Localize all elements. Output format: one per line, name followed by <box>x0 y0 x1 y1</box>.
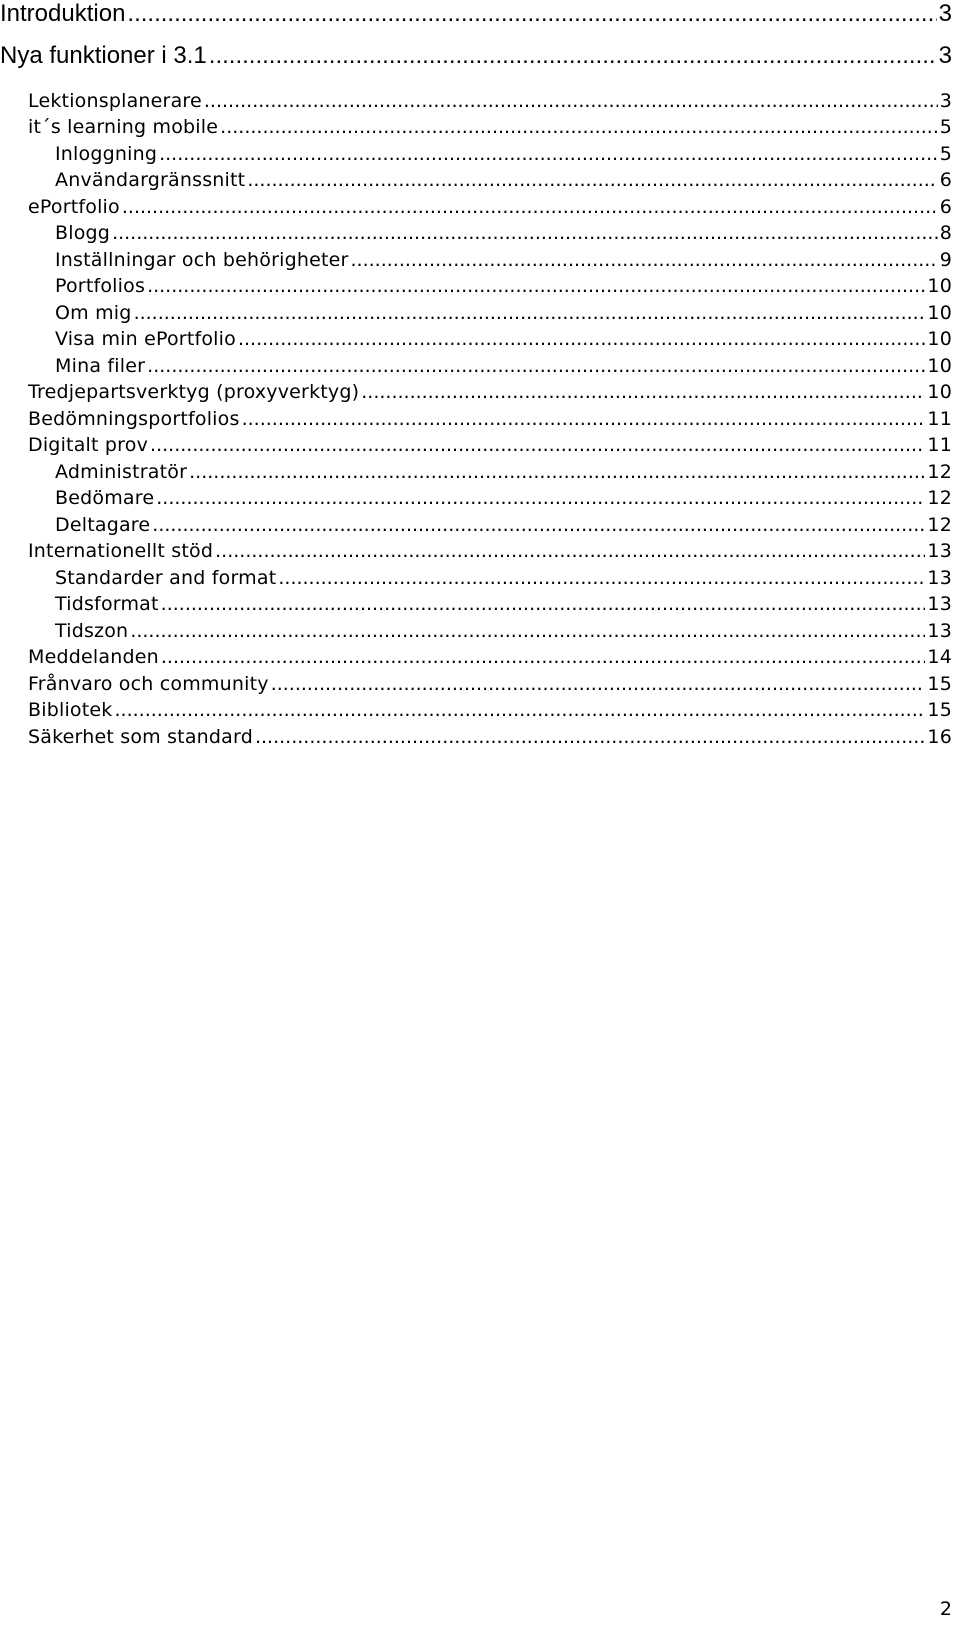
toc-entry-page: 10 <box>927 328 952 350</box>
toc-entry-page: 15 <box>927 699 952 721</box>
toc-entry-page: 12 <box>927 487 952 509</box>
toc-entry-title: Administratör <box>55 461 188 483</box>
dot-leader <box>215 540 925 562</box>
dot-leader <box>351 249 938 271</box>
toc-entry-title: Säkerhet som standard <box>28 726 253 748</box>
toc-entry-title: Introduktion <box>0 0 126 27</box>
dot-leader <box>159 143 938 165</box>
toc-entry-page: 3 <box>938 42 952 69</box>
dot-leader <box>189 461 925 483</box>
toc-entry[interactable] <box>55 328 952 350</box>
toc-entry-page: 5 <box>939 143 952 165</box>
toc-entry-page: 13 <box>927 593 952 615</box>
dot-leader <box>242 408 926 430</box>
toc-entry-title: Standarder and format <box>55 567 277 589</box>
toc-entry-title: Tredjepartsverktyg (proxyverktyg) <box>28 381 360 403</box>
toc-entry-title: Nya funktioner i 3.1 <box>0 42 207 69</box>
toc-entry[interactable] <box>28 540 952 562</box>
toc-entry-title: Användargränssnitt <box>55 169 246 191</box>
toc-entry-page: 10 <box>927 355 952 377</box>
toc-entry-page: 13 <box>927 540 952 562</box>
toc-entry-title: Blogg <box>55 222 111 244</box>
toc-entry-title: Mina filer <box>55 355 146 377</box>
toc-entry-title: Tidszon <box>55 620 129 642</box>
toc-entry-page: 3 <box>938 0 952 27</box>
toc-entry[interactable] <box>55 461 952 483</box>
toc-entry-title: Inställningar och behörigheter <box>55 249 349 271</box>
toc-entry-page: 10 <box>927 275 952 297</box>
toc-entry-page: 10 <box>927 381 952 403</box>
toc-entry-page: 6 <box>939 169 952 191</box>
toc-entry[interactable] <box>55 143 952 165</box>
dot-leader <box>152 514 925 536</box>
toc-entry[interactable] <box>55 355 952 377</box>
toc-entry-page: 9 <box>939 249 952 271</box>
toc-entry-page: 11 <box>927 434 952 456</box>
toc-entry-page: 13 <box>927 620 952 642</box>
dot-leader <box>161 593 926 615</box>
dot-leader <box>238 328 925 350</box>
dot-leader <box>255 726 925 748</box>
toc-entry[interactable] <box>28 673 952 695</box>
toc-entry-page: 10 <box>927 302 952 324</box>
dot-leader <box>247 169 937 191</box>
dot-leader <box>271 673 926 695</box>
toc-entry-title: ePortfolio <box>28 196 120 218</box>
dot-leader <box>122 196 938 218</box>
dot-leader <box>134 302 926 324</box>
toc-entry-title: Digitalt prov <box>28 434 149 456</box>
toc-entry-title: Portfolios <box>55 275 146 297</box>
toc-entry-page: 5 <box>939 116 952 138</box>
dot-leader <box>361 381 925 403</box>
toc-entry[interactable] <box>55 514 952 536</box>
toc-entry-title: Visa min ePortfolio <box>55 328 236 350</box>
toc-entry[interactable] <box>55 275 952 297</box>
dot-leader <box>204 90 938 112</box>
dot-leader <box>278 567 925 589</box>
toc-entry-title: Tidsformat <box>55 593 159 615</box>
toc-entry-title: Internationellt stöd <box>28 540 214 562</box>
toc-entry[interactable] <box>0 42 952 70</box>
toc-entry[interactable] <box>28 726 952 748</box>
toc-entry-title: Meddelanden <box>28 646 159 668</box>
toc-entry-page: 8 <box>939 222 952 244</box>
toc-entry[interactable] <box>28 90 952 112</box>
toc-entry-title: it´s learning mobile <box>28 116 219 138</box>
toc-entry[interactable] <box>55 487 952 509</box>
toc-entry-page: 15 <box>927 673 952 695</box>
toc-entry-page: 12 <box>927 461 952 483</box>
toc-entry[interactable] <box>0 0 952 28</box>
dot-leader <box>209 42 937 70</box>
dot-leader <box>112 222 938 244</box>
toc-entry-title: Bedömare <box>55 487 155 509</box>
toc-entry-title: Deltagare <box>55 514 151 536</box>
toc-entry-page: 3 <box>939 90 952 112</box>
toc-entry[interactable] <box>28 116 952 138</box>
toc-entry-title: Frånvaro och community <box>28 673 269 695</box>
toc-entry-title: Bibliotek <box>28 699 113 721</box>
toc-entry[interactable] <box>28 196 952 218</box>
toc-entry-page: 13 <box>927 567 952 589</box>
page-number: 2 <box>939 1598 952 1620</box>
toc-entry[interactable] <box>28 434 952 456</box>
toc-entry[interactable] <box>28 699 952 721</box>
toc-entry[interactable] <box>55 302 952 324</box>
toc-entry[interactable] <box>28 646 952 668</box>
toc-entry[interactable] <box>55 222 952 244</box>
dot-leader <box>147 275 925 297</box>
toc-entry[interactable] <box>55 620 952 642</box>
toc-entry[interactable] <box>55 567 952 589</box>
dot-leader <box>127 0 936 28</box>
toc-entry-title: Inloggning <box>55 143 158 165</box>
toc-entry-page: 12 <box>927 514 952 536</box>
dot-leader <box>220 116 938 138</box>
toc-entry[interactable] <box>55 169 952 191</box>
dot-leader <box>150 434 925 456</box>
dot-leader <box>161 646 926 668</box>
toc-entry[interactable] <box>28 408 952 430</box>
toc-entry-title: Bedömningsportfolios <box>28 408 240 430</box>
toc-entry[interactable] <box>55 593 952 615</box>
dot-leader <box>147 355 925 377</box>
dot-leader <box>156 487 925 509</box>
toc-entry-page: 14 <box>927 646 952 668</box>
toc-entry[interactable] <box>28 381 952 403</box>
toc-entry-title: Lektionsplanerare <box>28 90 202 112</box>
toc-entry-page: 16 <box>927 726 952 748</box>
dot-leader <box>130 620 925 642</box>
toc-entry-page: 6 <box>939 196 952 218</box>
dot-leader <box>115 699 926 721</box>
toc-entry-title: Om mig <box>55 302 132 324</box>
toc-entry[interactable] <box>55 249 952 271</box>
toc-entry-page: 11 <box>927 408 952 430</box>
